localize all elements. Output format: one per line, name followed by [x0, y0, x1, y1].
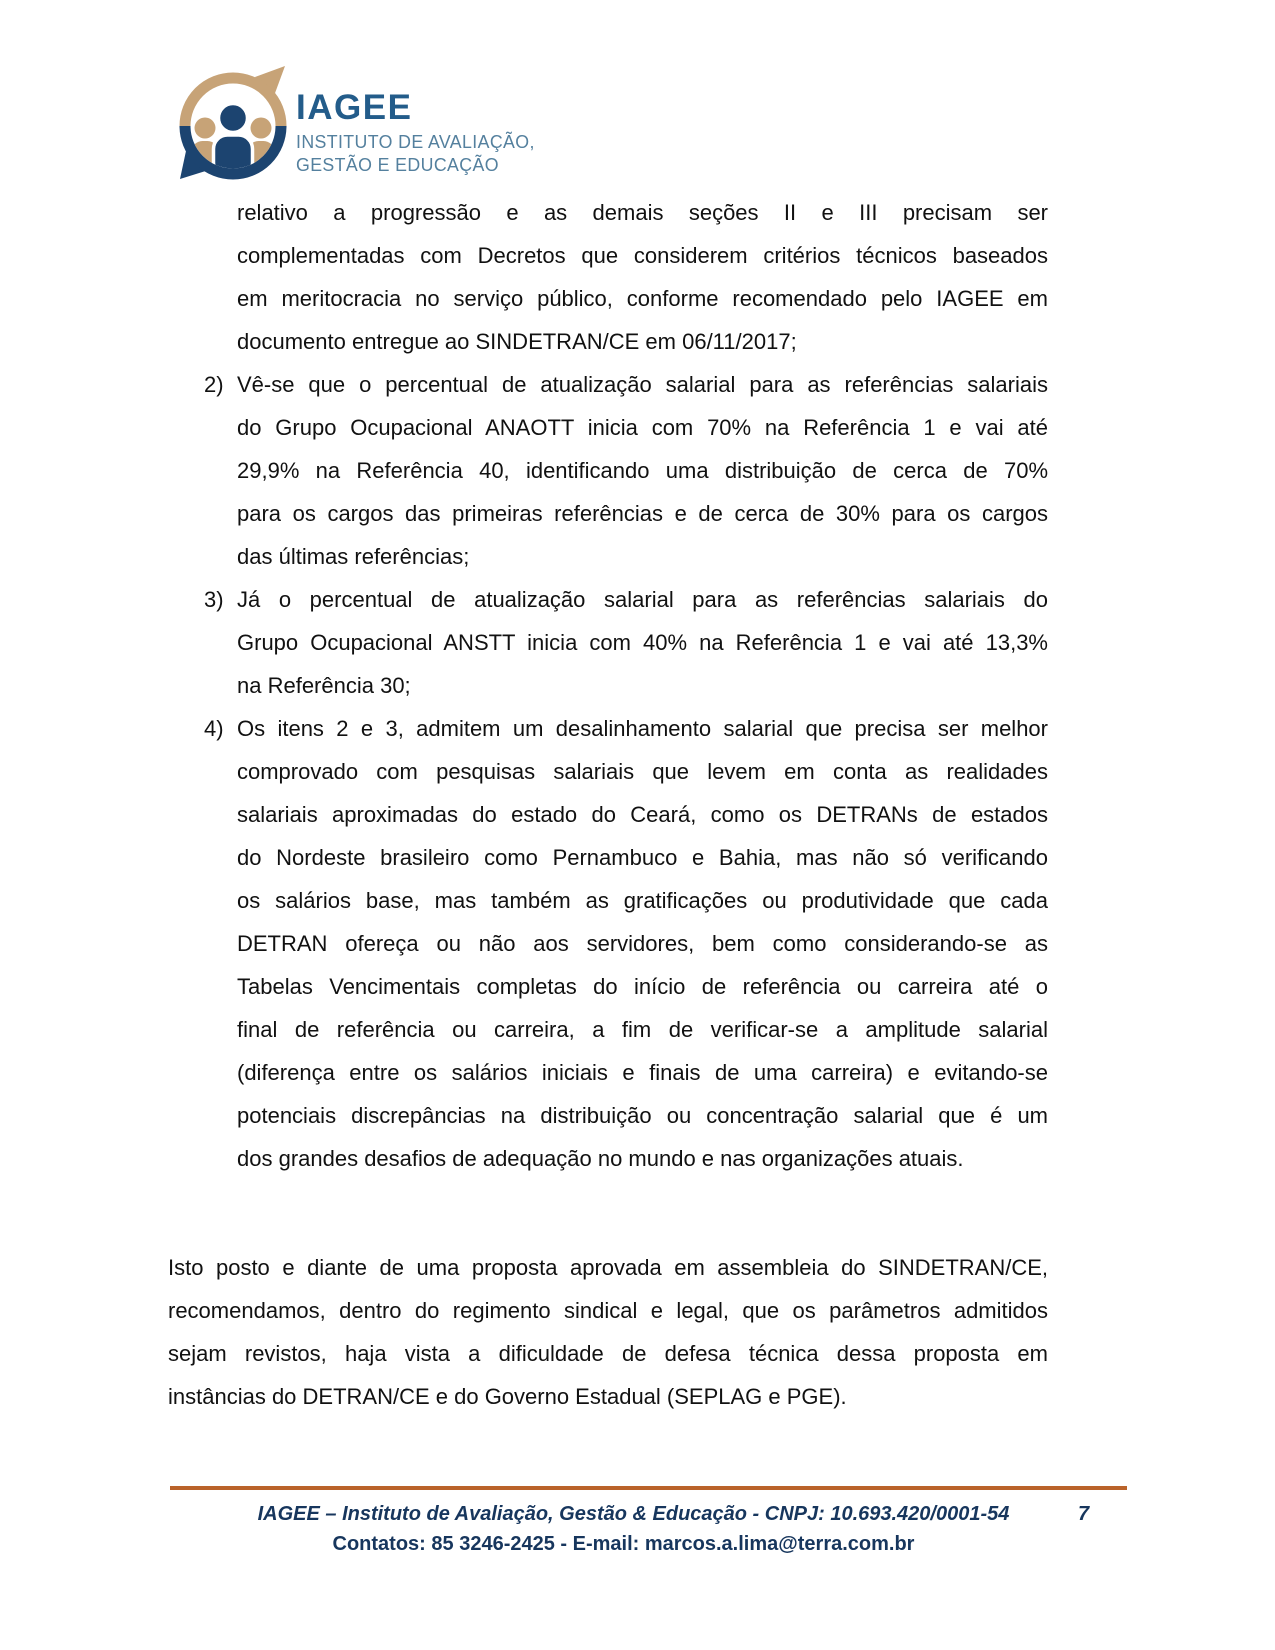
list-number: 3) — [204, 587, 224, 612]
body-line: (diferença entre os salários iniciais e finais de uma carreira) e evitando-se — [237, 1060, 1048, 1085]
body-line: Já o percentual de atualização salarial para as referências salariais do — [237, 587, 1048, 612]
body-line: do Grupo Ocupacional ANAOTT inicia com 70% na Referência 1 e vai até — [237, 415, 1048, 440]
footer-org-line — [170, 1499, 1127, 1529]
paragraph-continuation — [237, 191, 1048, 363]
body-line: final de referência ou carreira, a fim de verificar-se a amplitude salarial — [237, 1017, 1048, 1042]
body-line: DETRAN ofereça ou não aos servidores, bem como considerando-se as — [237, 931, 1048, 956]
list-number: 2) — [204, 372, 224, 397]
body-line: recomendamos, dentro do regimento sindical e legal, que os parâmetros admitidos — [168, 1298, 1048, 1323]
logo-acronym: IAGEE — [296, 88, 413, 127]
body-line: das últimas referências; — [237, 544, 470, 569]
footer-divider — [170, 1486, 1127, 1490]
body-line: 29,9% na Referência 40, identificando uma distribuição de cerca de 70% — [237, 458, 1048, 483]
speech-bubble-people-icon — [172, 64, 292, 186]
list-item-4 — [204, 707, 1048, 1180]
body-line: comprovado com pesquisas salariais que levem em conta as realidades — [237, 759, 1048, 784]
body-line: Vê-se que o percentual de atualização salarial para as referências salariais — [237, 372, 1048, 397]
body-line: Isto posto e diante de uma proposta aprovada em assembleia do SINDETRAN/CE, — [168, 1255, 1048, 1280]
body-line: complementadas com Decretos que considerem critérios técnicos baseados — [237, 243, 1048, 268]
closing-paragraph — [168, 1246, 1048, 1418]
list-item-3 — [204, 578, 1048, 707]
page-number: 7 — [1078, 1503, 1090, 1525]
body-line: Grupo Ocupacional ANSTT inicia com 40% na Referência 1 e vai até 13,3% — [237, 630, 1048, 655]
body-line: sejam revistos, haja vista a dificuldade de defesa técnica dessa proposta em — [168, 1341, 1048, 1366]
list-number: 4) — [204, 716, 224, 741]
body-line: instâncias do DETRAN/CE e do Governo Estadual (SEPLAG e PGE). — [168, 1384, 847, 1409]
logo-subtitle-line2: GESTÃO E EDUCAÇÃO — [296, 154, 499, 175]
body-line: salariais aproximadas do estado do Ceará, como os DETRANs de estados — [237, 802, 1048, 827]
body-line: do Nordeste brasileiro como Pernambuco e Bahia, mas não só verificando — [237, 845, 1048, 870]
logo-text — [296, 90, 545, 176]
body-line: na Referência 30; — [237, 673, 411, 698]
footer-contact-line: Contatos: 85 3246-2425 - E-mail: marcos.a.lima@terra.com.br — [332, 1533, 915, 1555]
document-body — [204, 191, 1048, 1180]
iagee-logo — [172, 64, 592, 189]
body-line: documento entregue ao SINDETRAN/CE em 06/11/2017; — [237, 329, 797, 354]
list-item-2 — [204, 363, 1048, 578]
body-line: os salários base, mas também as gratificações ou produtividade que cada — [237, 888, 1048, 913]
body-line: Os itens 2 e 3, admitem um desalinhamento salarial que precisa ser melhor — [237, 716, 1048, 741]
body-line: em meritocracia no serviço público, conforme recomendado pelo IAGEE em — [237, 286, 1048, 311]
logo-subtitle — [296, 130, 545, 176]
body-line: potenciais discrepâncias na distribuição ou concentração salarial que é um — [237, 1103, 1048, 1128]
page-footer — [170, 1499, 1127, 1559]
logo-subtitle-line1: INSTITUTO DE AVALIAÇÃO, — [296, 131, 535, 152]
body-line: para os cargos das primeiras referências e de cerca de 30% para os cargos — [237, 501, 1048, 526]
body-line: Tabelas Vencimentais completas do início de referência ou carreira até o — [237, 974, 1048, 999]
footer-org-text: IAGEE – Instituto de Avaliação, Gestão & Educação - CNPJ: 10.693.420/0001-54 — [257, 1503, 1010, 1525]
body-line: dos grandes desafios de adequação no mundo e nas organizações atuais. — [237, 1146, 964, 1171]
body-line: relativo a progressão e as demais seções II e III precisam ser — [237, 200, 1048, 225]
